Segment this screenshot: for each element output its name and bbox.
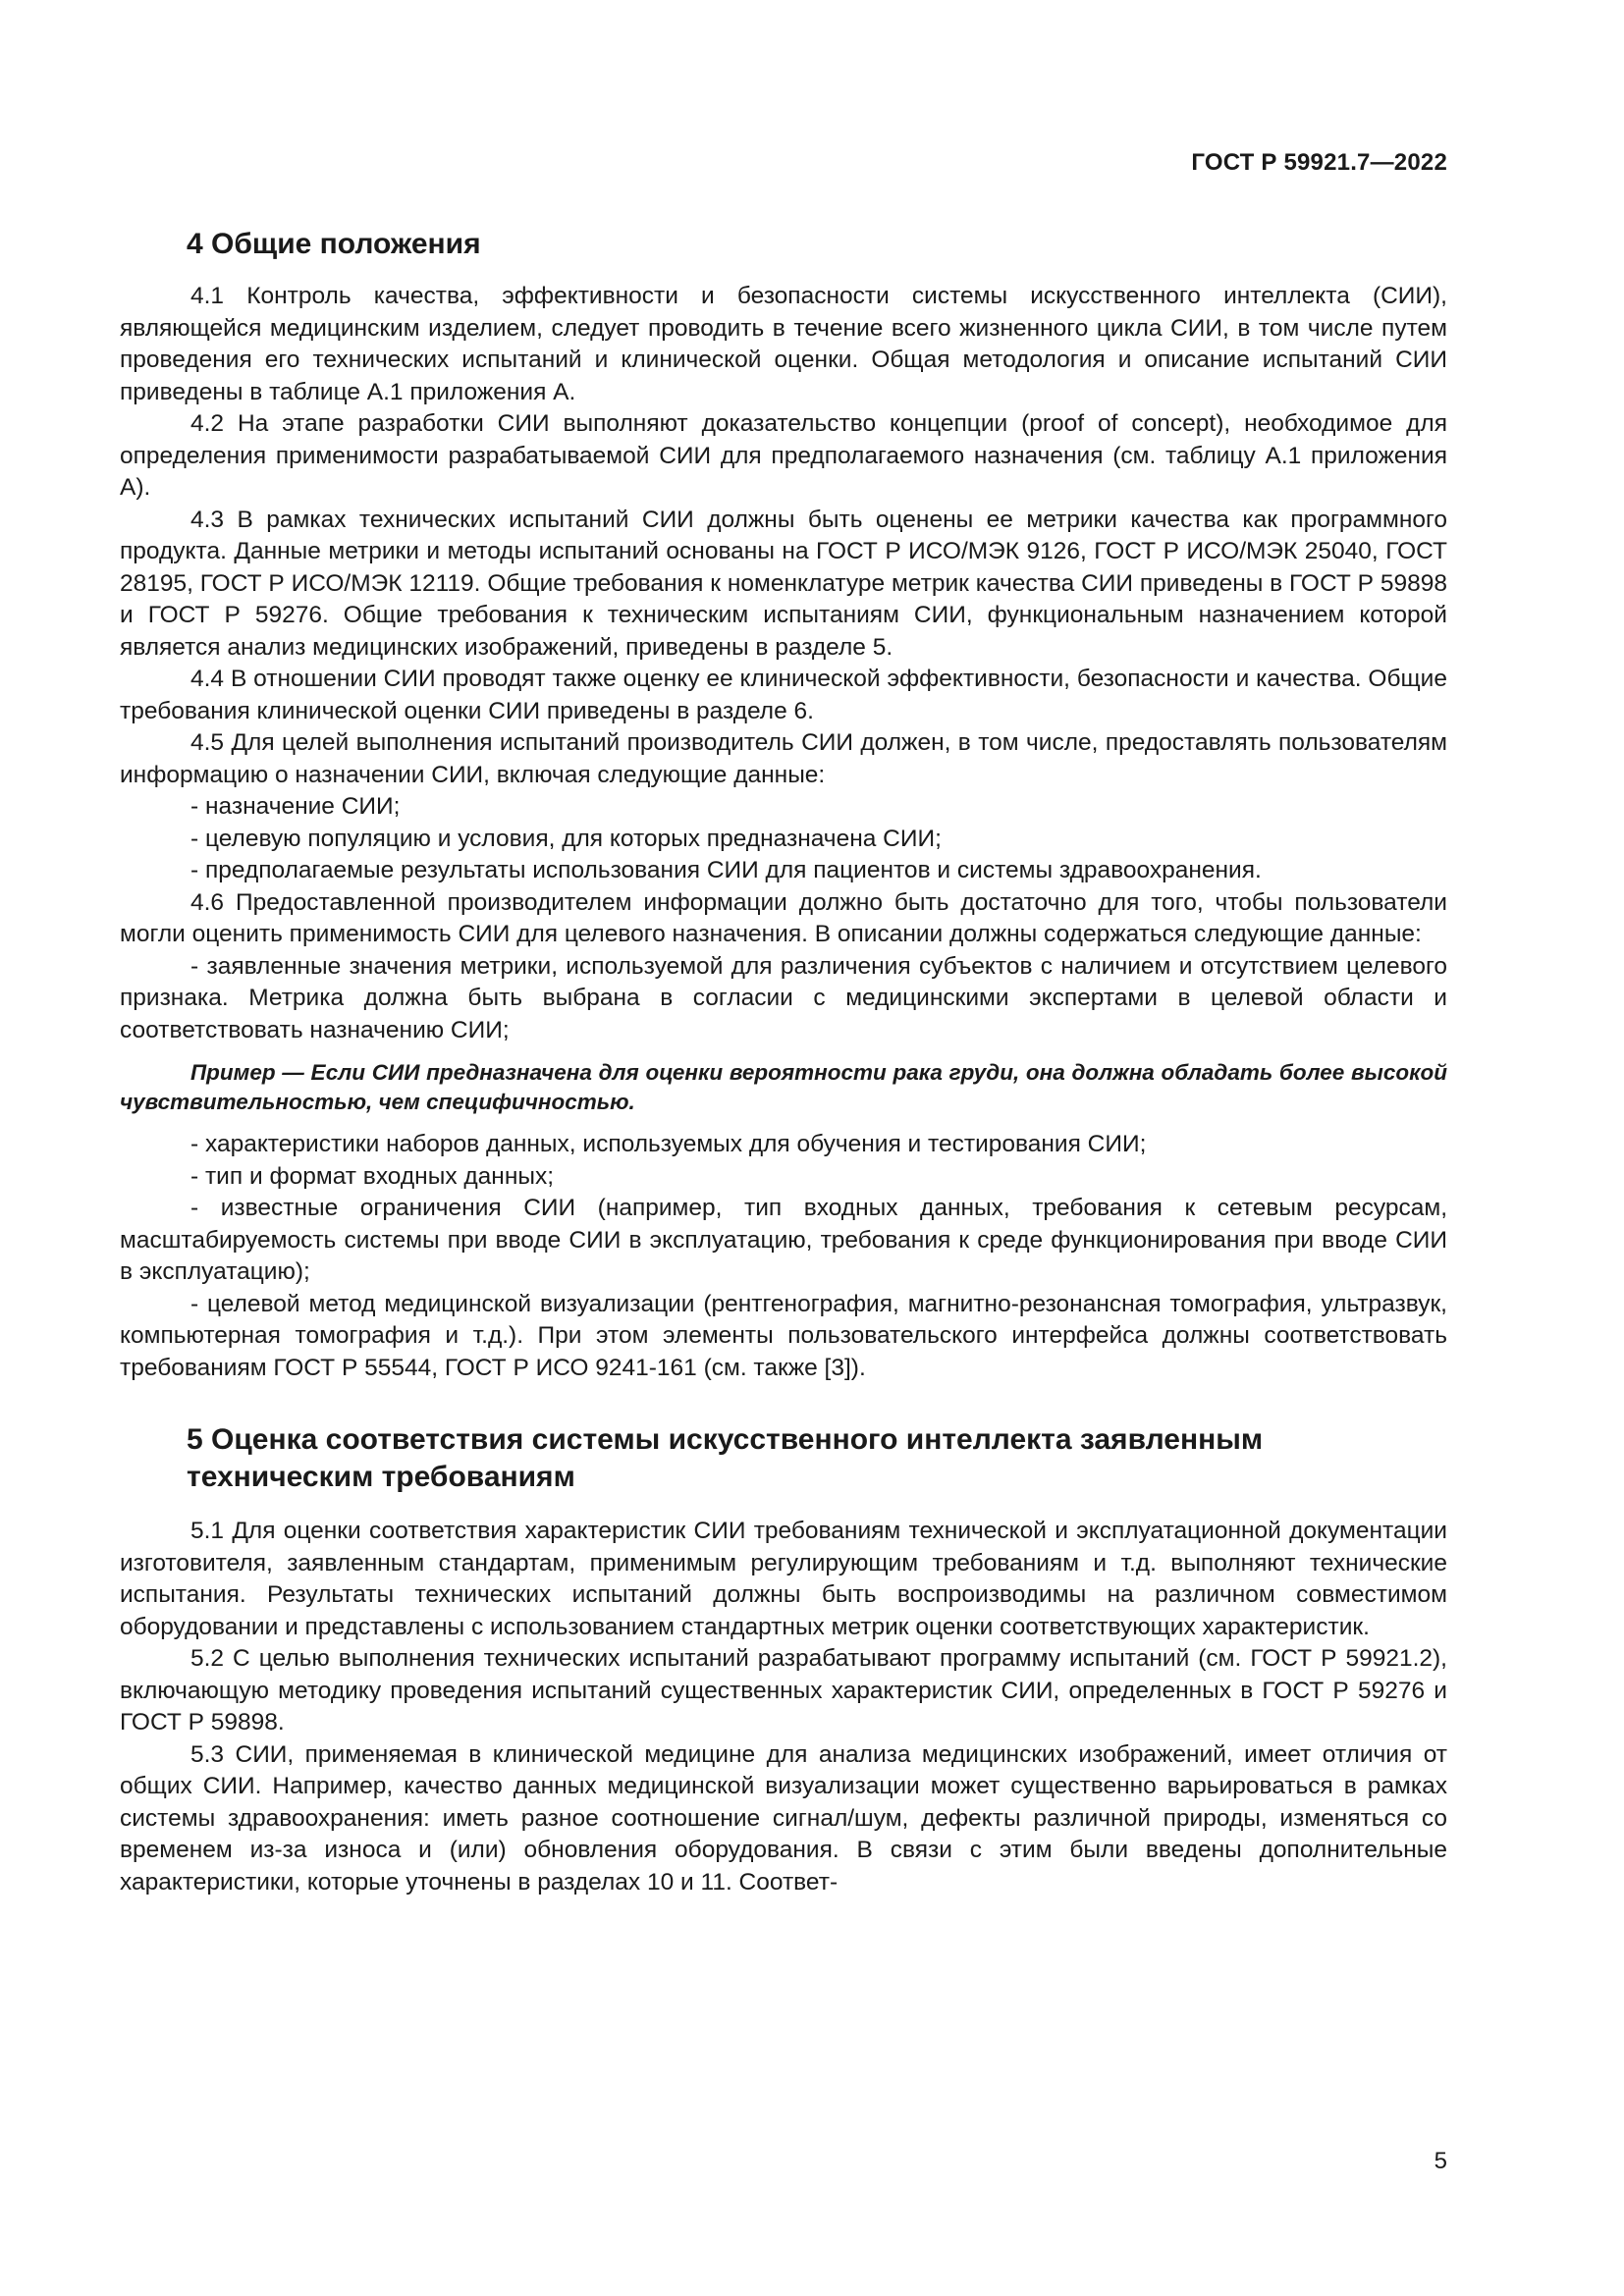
list-item: - характеристики наборов данных, используемых для обучения и тестирования СИИ; xyxy=(190,1131,1147,1157)
list-item: - целевую популяцию и условия, для которых предназначена СИИ; xyxy=(190,825,942,852)
list-item: - предполагаемые результаты использования СИИ для пациентов и системы здравоохранения. xyxy=(190,857,1262,883)
list-item: - известные ограничения СИИ (например, тип входных данных, требования к сетевым ресурсам, масштабируемость системы при вводе СИИ в эксплуатацию, требования к среде функционирования при вводе СИИ в эксплуатацию); xyxy=(120,1195,1447,1285)
section-4-title: 4 Общие положения xyxy=(187,228,481,260)
list-item: - заявленные значения метрики, используемой для различения субъектов с наличием и отсутствием целевого признака. Метрика должна быть выбрана в согласии с медицинскими экспертами в целевой области и соответствовать назначению СИИ; xyxy=(120,952,1447,1043)
example-note: Пример — Если СИИ предназначена для оценки вероятности рака груди, она должна обладать более высокой чувствительностью, чем специфичностью. xyxy=(120,1060,1447,1114)
paragraph-4-6: 4.6 Предоставленной производителем информации должно быть достаточно для того, чтобы пользователи могли оценить применимость СИИ для целевого назначения. В описании должны содержаться следующие данные: xyxy=(120,888,1447,947)
paragraph-5-3: 5.3 СИИ, применяемая в клинической медицине для анализа медицинских изображений, имеет отличия от общих СИИ. Например, качество данных медицинской визуализации может существенно варьироваться в рамках системы здравоохранения: иметь разное соотношение сигнал/шум, дефекты различной природы, изменяться со временем из-за износа и (или) обновления оборудования. В связи с этим были введены дополнительные характеристики, которые уточнены в разделах 10 и 11. Соответ- xyxy=(120,1740,1447,1896)
paragraph-4-3: 4.3 В рамках технических испытаний СИИ должны быть оценены ее метрики качества как программного продукта. Данные метрики и методы испытаний основаны на ГОСТ Р ИСО/МЭК 9126, ГОСТ Р ИСО/МЭК 25040, ГОСТ 28195, ГОСТ Р ИСО/МЭК 12119. Общие требования к номенклатуре метрик качества СИИ приведены в ГОСТ Р 59898 и ГОСТ Р 59276. Общие требования к техническим испытаниям СИИ, функциональным назначением которой является анализ медицинских изображений, приведены в разделе 5. xyxy=(120,506,1447,661)
paragraph-5-1: 5.1 Для оценки соответствия характеристик СИИ требованиям технической и эксплуатационной документации изготовителя, заявленным стандартам, применимым регулирующим требованиям и т.д. выполняют технические испытания. Результаты технических испытаний должны быть воспроизводимы на различном совместимом оборудовании и представлены с использованием стандартных метрик оценки соответствующих характеристик. xyxy=(120,1518,1447,1640)
document-code: ГОСТ Р 59921.7—2022 xyxy=(1191,149,1447,176)
page-content xyxy=(120,226,1447,1898)
paragraph-4-4: 4.4 В отношении СИИ проводят также оценку ее клинической эффективности, безопасности и качества. Общие требования клинической оценки СИИ приведены в разделе 6. xyxy=(120,666,1447,724)
section-5-title xyxy=(187,1421,1447,1496)
paragraph-4-2: 4.2 На этапе разработки СИИ выполняют доказательство концепции (proof of concept), необходимое для определения применимости разрабатываемой СИИ для предполагаемого назначения (см. таблицу А.1 приложения А). xyxy=(120,410,1447,501)
section-5-title-line1: 5 Оценка соответствия системы искусственного интеллекта заявленным xyxy=(187,1423,1264,1456)
page-number: 5 xyxy=(1434,2148,1447,2174)
section-5-title-line2: техническим требованиям xyxy=(187,1461,575,1493)
list-item: - целевой метод медицинской визуализации (рентгенография, магнитно-резонансная томография, ультразвук, компьютерная томография и т.д.). При этом элементы пользовательского интерфейса должны соответствовать требованиям ГОСТ Р 55544, ГОСТ Р ИСО 9241-161 (см. также [3]). xyxy=(120,1290,1447,1381)
paragraph-4-5: 4.5 Для целей выполнения испытаний производитель СИИ должен, в том числе, предоставлять пользователям информацию о назначении СИИ, включая следующие данные: xyxy=(120,729,1447,788)
list-item: - назначение СИИ; xyxy=(190,793,401,820)
list-item: - тип и формат входных данных; xyxy=(190,1162,555,1190)
paragraph-4-1: 4.1 Контроль качества, эффективности и безопасности системы искусственного интеллекта (СИИ), являющейся медицинским изделием, следует проводить в течение всего жизненного цикла СИИ, в том числе путем проведения его технических испытаний и клинической оценки. Общая методология и описание испытаний СИИ приведены в таблице А.1 приложения А. xyxy=(120,283,1447,405)
paragraph-5-2: 5.2 С целью выполнения технических испытаний разрабатывают программу испытаний (см. ГОСТ Р 59921.2), включающую методику проведения испытаний существенных характеристик СИИ, определенных в ГОСТ Р 59276 и ГОСТ Р 59898. xyxy=(120,1645,1447,1735)
